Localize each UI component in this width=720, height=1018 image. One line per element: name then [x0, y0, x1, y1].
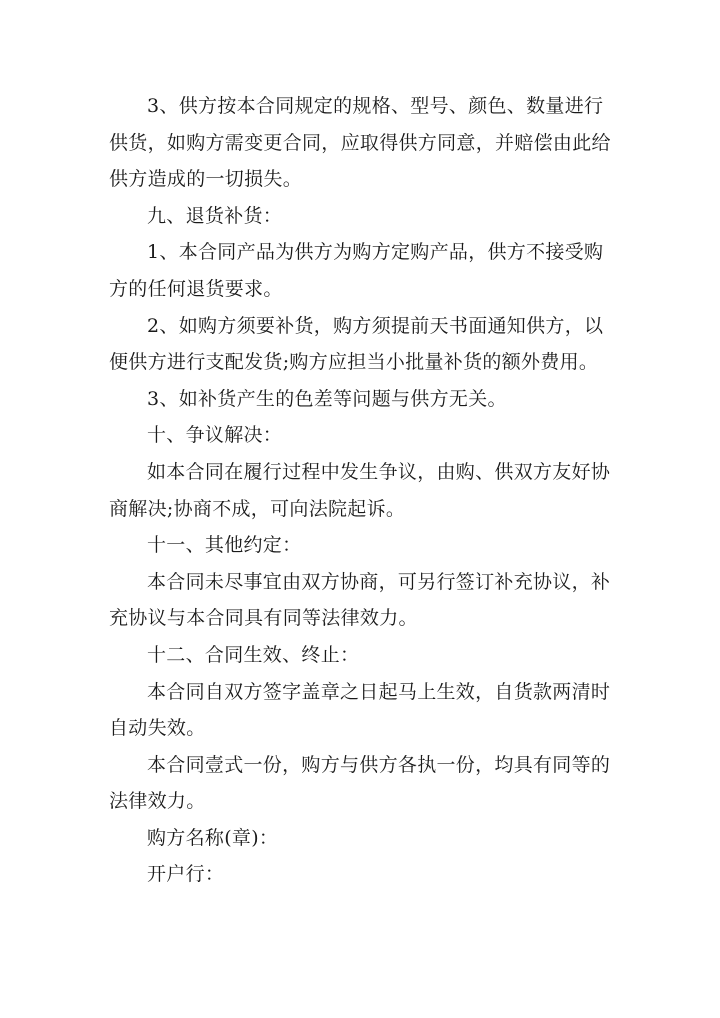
paragraph	[109, 637, 614, 674]
paragraph-line: 2、如购方须要补货，购方须提前天书面通知供方，以	[147, 314, 604, 337]
paragraph	[109, 747, 614, 820]
paragraph	[109, 381, 614, 418]
paragraph	[109, 820, 614, 857]
paragraph-line: 九、退货补货：	[147, 204, 283, 227]
paragraph-line: 本合同自双方签字盖章之日起马上生效，自货款两清时	[147, 680, 611, 703]
paragraph-line: 3、供方按本合同规定的规格、型号、颜色、数量进行	[147, 95, 604, 117]
document-body	[109, 88, 614, 893]
paragraph-line: 方的任何退货要求。	[109, 277, 283, 300]
paragraph-line: 3、如补货产生的色差等问题与供方无关。	[147, 387, 507, 410]
paragraph-line: 供货，如购方需变更合同，应取得供方同意，并赔偿由此给	[109, 131, 611, 154]
paragraph-line: 供方造成的一切损失。	[109, 168, 303, 191]
paragraph-line: 法律效力。	[109, 790, 206, 813]
paragraph-line: 本合同未尽事宜由双方协商，可另行签订补充协议，补	[147, 570, 611, 593]
paragraph-line: 便供方进行支配发货;购方应担当小批量补货的额外费用。	[109, 351, 599, 374]
paragraph	[109, 527, 614, 564]
paragraph	[109, 856, 614, 893]
paragraph	[109, 198, 614, 235]
paragraph	[109, 674, 614, 747]
paragraph	[109, 88, 614, 198]
paragraph-line: 充协议与本合同具有同等法律效力。	[109, 607, 418, 630]
paragraph	[109, 308, 614, 381]
paragraph	[109, 234, 614, 307]
paragraph-line: 购方名称(章)：	[147, 826, 279, 849]
paragraph-line: 1、本合同产品为供方为购方定购产品，供方不接受购	[147, 241, 604, 264]
paragraph-line: 本合同壹式一份，购方与供方各执一份，均具有同等的	[147, 753, 611, 776]
paragraph-line: 自动失效。	[109, 717, 206, 740]
paragraph-line: 商解决;协商不成，可向法院起诉。	[109, 497, 406, 520]
paragraph-line: 十、争议解决：	[147, 424, 283, 447]
paragraph	[109, 454, 614, 527]
paragraph-line: 开户行：	[147, 863, 225, 886]
paragraph	[109, 417, 614, 454]
paragraph-line: 如本合同在履行过程中发生争议，由购、供双方友好协	[147, 460, 611, 483]
paragraph-line: 十二、合同生效、终止：	[147, 643, 360, 666]
paragraph	[109, 564, 614, 637]
paragraph-line: 十一、其他约定：	[147, 534, 302, 557]
